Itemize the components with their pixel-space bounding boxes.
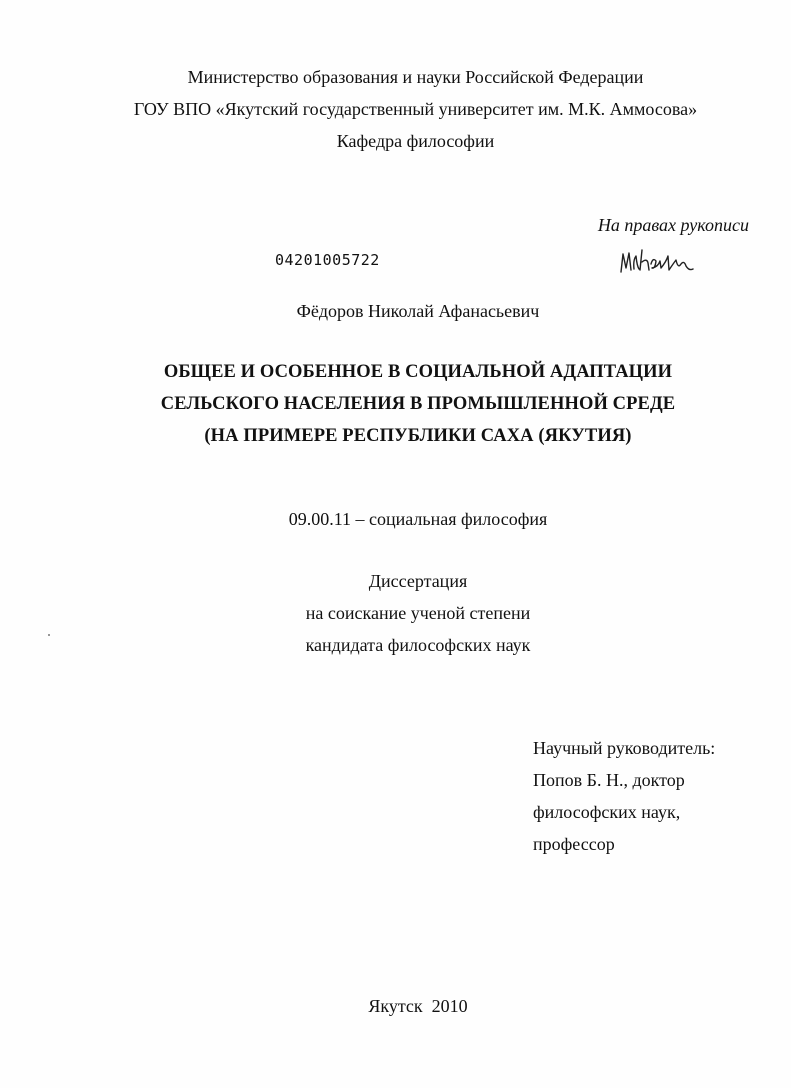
title-line-2: СЕЛЬСКОГО НАСЕЛЕНИЯ В ПРОМЫШЛЕННОЙ СРЕДЕ [160, 394, 676, 414]
specialty-line: 09.00.11 – социальная философия [288, 509, 548, 529]
degree-line-1: Диссертация [368, 571, 468, 591]
supervisor-label: Научный руководитель: [533, 738, 716, 758]
city-year: Якутск 2010 [368, 996, 468, 1016]
author-name: Фёдоров Николай Афанасьевич [296, 301, 540, 321]
department-line: Кафедра философии [336, 131, 495, 151]
registration-number: 04201005722 [275, 251, 380, 269]
signature [618, 242, 698, 278]
degree-line-3: кандидата философских наук [305, 635, 531, 655]
university-line: ГОУ ВПО «Якутский государственный университет им. М.К. Аммосова» [133, 99, 698, 119]
ministry-line: Министерство образования и науки Российской Федерации [187, 67, 644, 87]
title-line-3: (НА ПРИМЕРЕ РЕСПУБЛИКИ САХА (ЯКУТИЯ) [204, 426, 632, 446]
supervisor-line-2: философских наук, [533, 802, 681, 822]
manuscript-note: На правах рукописи [597, 215, 749, 235]
scan-speck [48, 634, 50, 636]
degree-line-2: на соискание ученой степени [305, 603, 531, 623]
supervisor-line-1: Попов Б. Н., доктор [533, 770, 685, 790]
supervisor-line-3: профессор [533, 834, 615, 854]
title-line-1: ОБЩЕЕ И ОСОБЕННОЕ В СОЦИАЛЬНОЙ АДАПТАЦИИ [163, 362, 673, 382]
